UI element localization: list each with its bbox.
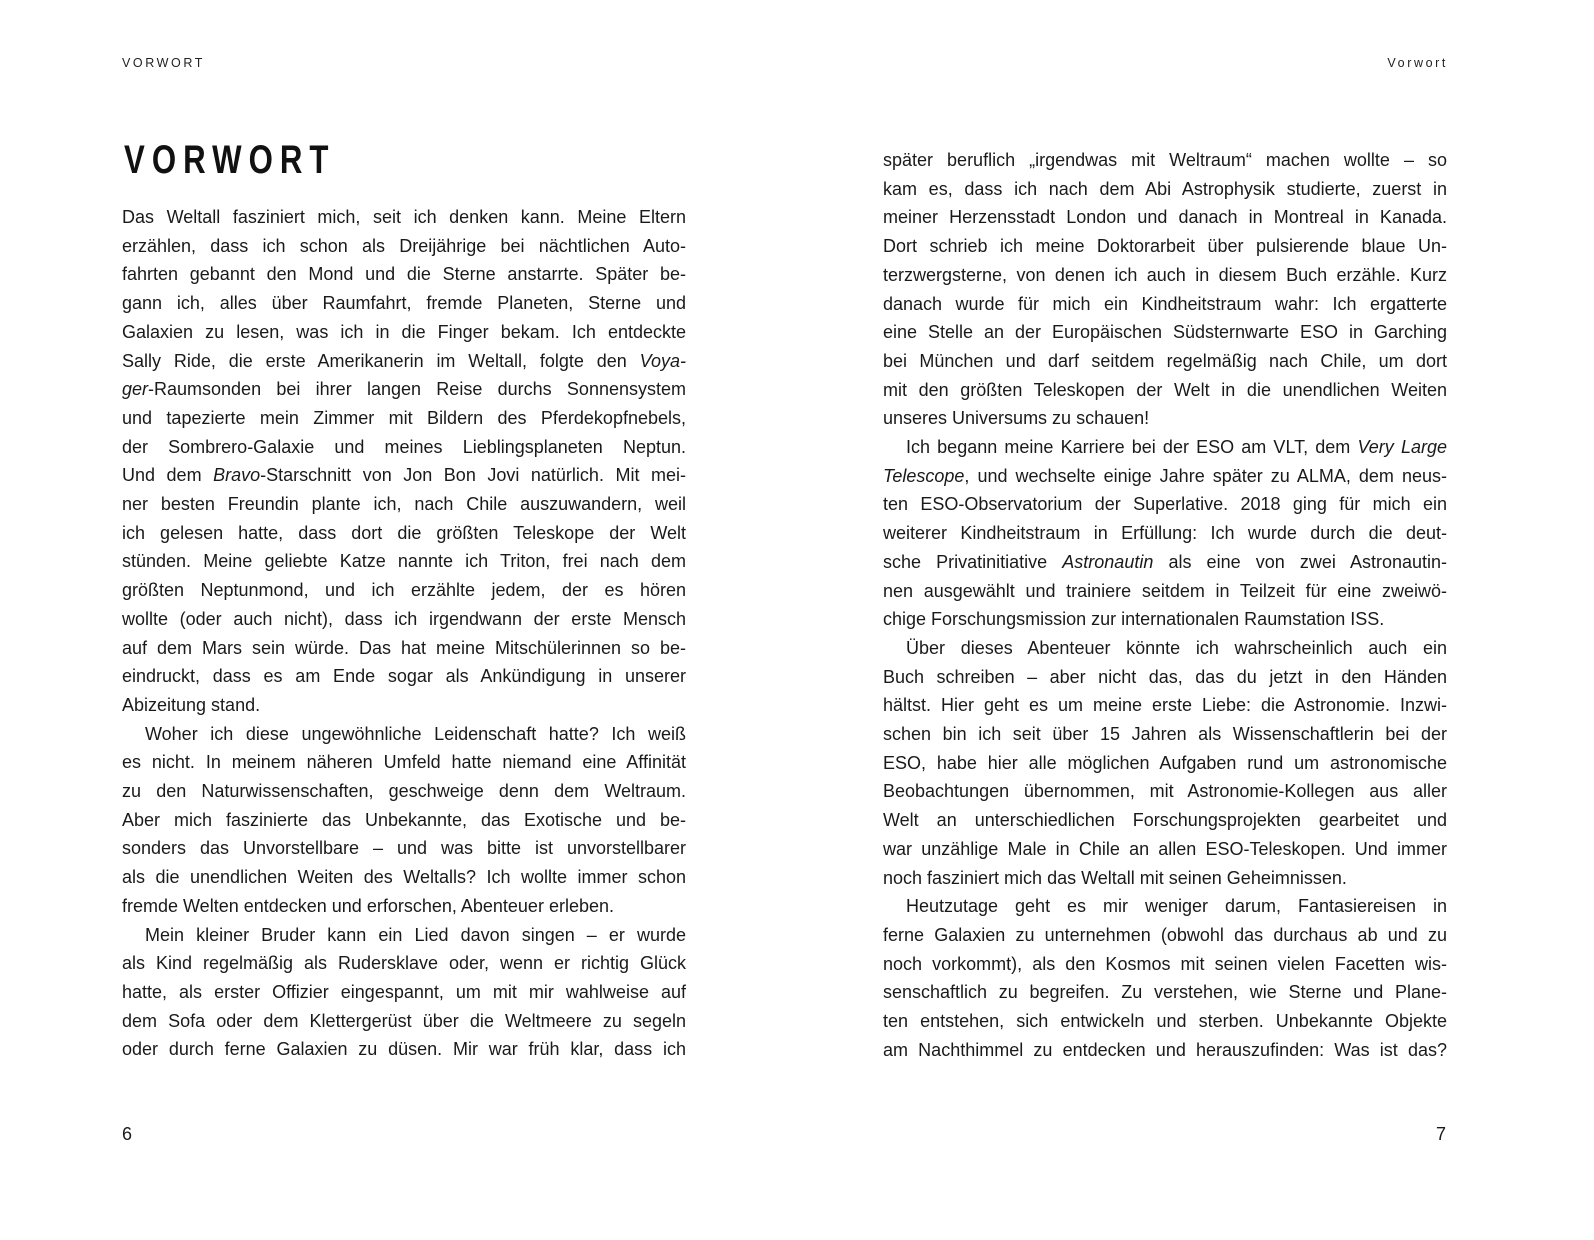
text-line [883, 261, 1447, 290]
text-line [883, 347, 1447, 376]
text-run: eindruckt, dass es am Ende sogar als Ankündigung in unserer [122, 666, 686, 687]
text-line [883, 978, 1447, 1007]
text-line [122, 634, 686, 663]
text-line [122, 1007, 686, 1036]
text-line [122, 203, 686, 232]
text-run: eine Stelle an der Europäischen Südsternwarte ESO in Garching [883, 322, 1447, 343]
running-head-left: VORWORT [122, 56, 206, 70]
paragraph [122, 720, 686, 921]
text-run: auf dem Mars sein würde. Das hat meine Mitschülerinnen so be- [122, 637, 686, 658]
text-run: der Sombrero-Galaxie und meines Lieblingsplaneten Neptun. [122, 436, 686, 457]
text-run: nen ausgewählt und trainiere seitdem in Teilzeit für eine zweiwö- [883, 580, 1447, 601]
text-run: mit den größten Teleskopen der Welt in die unendlichen Weiten [883, 379, 1447, 400]
left-page-body [122, 203, 686, 1064]
text-line [883, 835, 1447, 864]
text-run: unseres Universums zu schauen! [883, 408, 1150, 429]
text-line [122, 720, 686, 749]
text-line [883, 720, 1447, 749]
text-line [883, 490, 1447, 519]
text-line [883, 146, 1447, 175]
text-line [883, 1036, 1447, 1065]
text-line [883, 921, 1447, 950]
running-head-right: Vorwort [1387, 56, 1448, 70]
text-line [122, 806, 686, 835]
text-run: als eine von zwei Astronautin- [1153, 551, 1447, 572]
italic-text: Telescope [883, 465, 965, 486]
text-run: Welt an unterschiedlichen Forschungsprojekten gearbeitet und [883, 810, 1447, 831]
text-line [122, 748, 686, 777]
text-run: dem Sofa oder dem Klettergerüst über die Weltmeere zu segeln [122, 1010, 686, 1031]
text-line [122, 921, 686, 950]
text-run: fremde Welten entdecken und erforschen, Abenteuer erleben. [122, 895, 614, 916]
text-run: ich gelesen hatte, dass dort die größten Teleskope der Welt [122, 522, 686, 543]
text-line [883, 806, 1447, 835]
text-run: Ich begann meine Karriere bei der ESO am VLT, dem [906, 437, 1358, 458]
text-run: zu den Naturwissenschaften, geschweige denn dem Weltraum. [122, 781, 686, 802]
text-line [883, 892, 1447, 921]
text-line [883, 203, 1447, 232]
text-run: noch vorkommt), als den Kosmos mit seinen vielen Facetten wis- [883, 953, 1447, 974]
paragraph [883, 146, 1447, 433]
text-line [883, 548, 1447, 577]
text-line [883, 777, 1447, 806]
text-run: war unzählige Male in Chile an allen ESO-Teleskopen. Und immer [883, 838, 1447, 859]
text-line [122, 318, 686, 347]
text-line [883, 404, 1447, 433]
text-run: danach wurde für mich ein Kindheitstraum wahr: Ich ergatterte [883, 293, 1447, 314]
text-line [883, 318, 1447, 347]
italic-text: Astronautin [1062, 551, 1154, 572]
italic-text: Voya- [639, 350, 686, 371]
text-line [122, 691, 686, 720]
text-run: Über dieses Abenteuer könnte ich wahrscheinlich auch ein [906, 637, 1447, 658]
text-line [883, 1007, 1447, 1036]
page-number-left: 6 [122, 1124, 133, 1144]
text-run: Buch schreiben – aber nicht das, das du jetzt in den Händen [883, 666, 1447, 687]
text-run: sche Privatinitiative [883, 551, 1063, 572]
text-line [883, 462, 1447, 491]
text-run: kam es, dass ich nach dem Abi Astrophysik studierte, zuerst in [883, 178, 1447, 199]
text-run: Dort schrieb ich meine Doktorarbeit über pulsierende blaue Un- [883, 236, 1447, 257]
text-run: ferne Galaxien zu unternehmen (obwohl das durchaus ab und zu [883, 924, 1447, 945]
italic-text: Bravo [213, 465, 261, 486]
right-page-body [883, 146, 1447, 1065]
text-run: wollte (oder auch nicht), dass ich irgendwann der erste Mensch [122, 608, 686, 629]
text-line [883, 663, 1447, 692]
text-run: stünden. Meine geliebte Katze nannte ich Triton, frei nach dem [122, 551, 686, 572]
text-line [122, 461, 686, 490]
text-run: ten entstehen, sich entwickeln und sterben. Unbekannte Objekte [883, 1011, 1447, 1032]
paragraph [883, 892, 1447, 1064]
text-run: es nicht. In meinem näheren Umfeld hatte niemand eine Affinität [122, 752, 686, 773]
text-run: hältst. Hier geht es um meine erste Liebe: die Astronomie. Inzwi- [883, 695, 1447, 716]
text-run: Mein kleiner Bruder kann ein Lied davon singen – er wurde [145, 924, 686, 945]
italic-text: Very Large [1357, 437, 1447, 458]
text-run: Heutzutage geht es mir weniger darum, Fantasiereisen in [906, 896, 1447, 917]
paragraph [883, 433, 1447, 634]
text-run: am Nachthimmel zu entdecken und herauszufinden: Was ist das? [883, 1039, 1447, 1060]
text-run: und tapezierte mein Zimmer mit Bildern des Pferdekopfnebels, [122, 407, 686, 428]
text-line [122, 347, 686, 376]
text-run: größten Neptunmond, und ich erzählte jedem, der es hören [122, 580, 686, 601]
text-run: als die unendlichen Weiten des Weltalls? Ich wollte immer schon [122, 867, 686, 888]
text-run: meiner Herzensstadt London und danach in Montreal in Kanada. [883, 207, 1447, 228]
text-run: Abizeitung stand. [122, 694, 261, 715]
text-run: ESO, habe hier alle möglichen Aufgaben rund um astronomische [883, 752, 1447, 773]
text-line [883, 634, 1447, 663]
text-line [122, 490, 686, 519]
text-line [122, 949, 686, 978]
text-line [122, 892, 686, 921]
text-run: chige Forschungsmission zur internationalen Raumstation ISS. [883, 609, 1385, 630]
text-run: später beruflich „irgendwas mit Weltraum“ machen wollte – so [883, 150, 1447, 170]
text-line [122, 662, 686, 691]
text-line [122, 519, 686, 548]
text-line [883, 605, 1447, 634]
text-run: fahrten gebannt den Mond und die Sterne anstarrte. Später be- [122, 264, 686, 285]
text-line [122, 978, 686, 1007]
text-run: als Kind regelmäßig als Rudersklave oder, wenn er richtig Glück [122, 953, 686, 974]
text-run: schen bin ich seit über 15 Jahren als Wissenschaftlerin bei der [883, 724, 1447, 745]
text-line [883, 691, 1447, 720]
text-line [883, 376, 1447, 405]
text-line [122, 433, 686, 462]
text-line [883, 232, 1447, 261]
text-run: weiterer Kindheitstraum in Erfüllung: Ich wurde durch die deut- [883, 523, 1447, 544]
text-run: ten ESO-Observatorium der Superlative. 2018 ging für mich ein [883, 494, 1447, 515]
text-run: Woher ich diese ungewöhnliche Leidenschaft hatte? Ich weiß [145, 723, 686, 744]
text-run: Aber mich faszinierte das Unbekannte, das Exotische und be- [122, 809, 686, 830]
text-line [122, 576, 686, 605]
text-run: Und dem [122, 465, 214, 486]
paragraph [883, 634, 1447, 892]
text-line [883, 433, 1447, 462]
paragraph [122, 203, 686, 720]
text-line [122, 547, 686, 576]
text-line [883, 577, 1447, 606]
text-line [883, 175, 1447, 204]
chapter-title: VORWORT [124, 138, 336, 182]
text-run: bei München und darf seitdem regelmäßig nach Chile, um dort [883, 350, 1447, 371]
text-run: Das Weltall fasziniert mich, seit ich denken kann. Meine Eltern [122, 207, 686, 227]
text-line [122, 605, 686, 634]
text-run: terzwergsterne, von denen ich auch in diesem Buch erzähle. Kurz [883, 264, 1447, 285]
text-line [122, 834, 686, 863]
text-run: Galaxien zu lesen, was ich in die Finger bekam. Ich entdeckte [122, 321, 686, 342]
text-line [883, 864, 1447, 893]
text-run: gann ich, alles über Raumfahrt, fremde Planeten, Sterne und [122, 293, 686, 314]
text-line [122, 289, 686, 318]
text-line [883, 749, 1447, 778]
page-number-right: 7 [1436, 1124, 1447, 1144]
text-run: erzählen, dass ich schon als Dreijährige bei nächtlichen Auto- [122, 235, 686, 256]
text-run: hatte, als erster Offizier eingespannt, um mit mir wahlweise auf [122, 981, 686, 1002]
text-run: Beobachtungen übernommen, mit Astronomie-Kollegen aus aller [883, 781, 1447, 802]
text-line [122, 404, 686, 433]
text-line [122, 375, 686, 404]
italic-text: ger [122, 379, 149, 400]
text-run: -Starschnitt von Jon Bon Jovi natürlich. Mit mei- [260, 465, 686, 486]
text-run: senschaftlich zu begreifen. Zu verstehen, wie Sterne und Plane- [883, 982, 1447, 1003]
text-line [122, 260, 686, 289]
text-run: sonders das Unvorstellbare – und was bitte ist unvorstellbarer [122, 838, 686, 859]
text-run: , und wechselte einige Jahre später zu ALMA, dem neus- [964, 465, 1447, 486]
text-line [883, 290, 1447, 319]
text-line [883, 519, 1447, 548]
text-line [122, 863, 686, 892]
text-run: noch fasziniert mich das Weltall mit seinen Geheimnissen. [883, 867, 1347, 888]
text-run: ner besten Freundin plante ich, nach Chile auszuwandern, weil [122, 494, 686, 515]
paragraph [122, 921, 686, 1065]
text-run: -Raumsonden bei ihrer langen Reise durchs Sonnensystem [148, 379, 686, 400]
text-line [122, 777, 686, 806]
text-line [122, 1035, 686, 1064]
text-line [883, 950, 1447, 979]
text-line [122, 232, 686, 261]
text-run: oder durch ferne Galaxien zu düsen. Mir war früh klar, dass ich [122, 1039, 686, 1060]
text-run: Sally Ride, die erste Amerikanerin im Weltall, folgte den [122, 350, 640, 371]
